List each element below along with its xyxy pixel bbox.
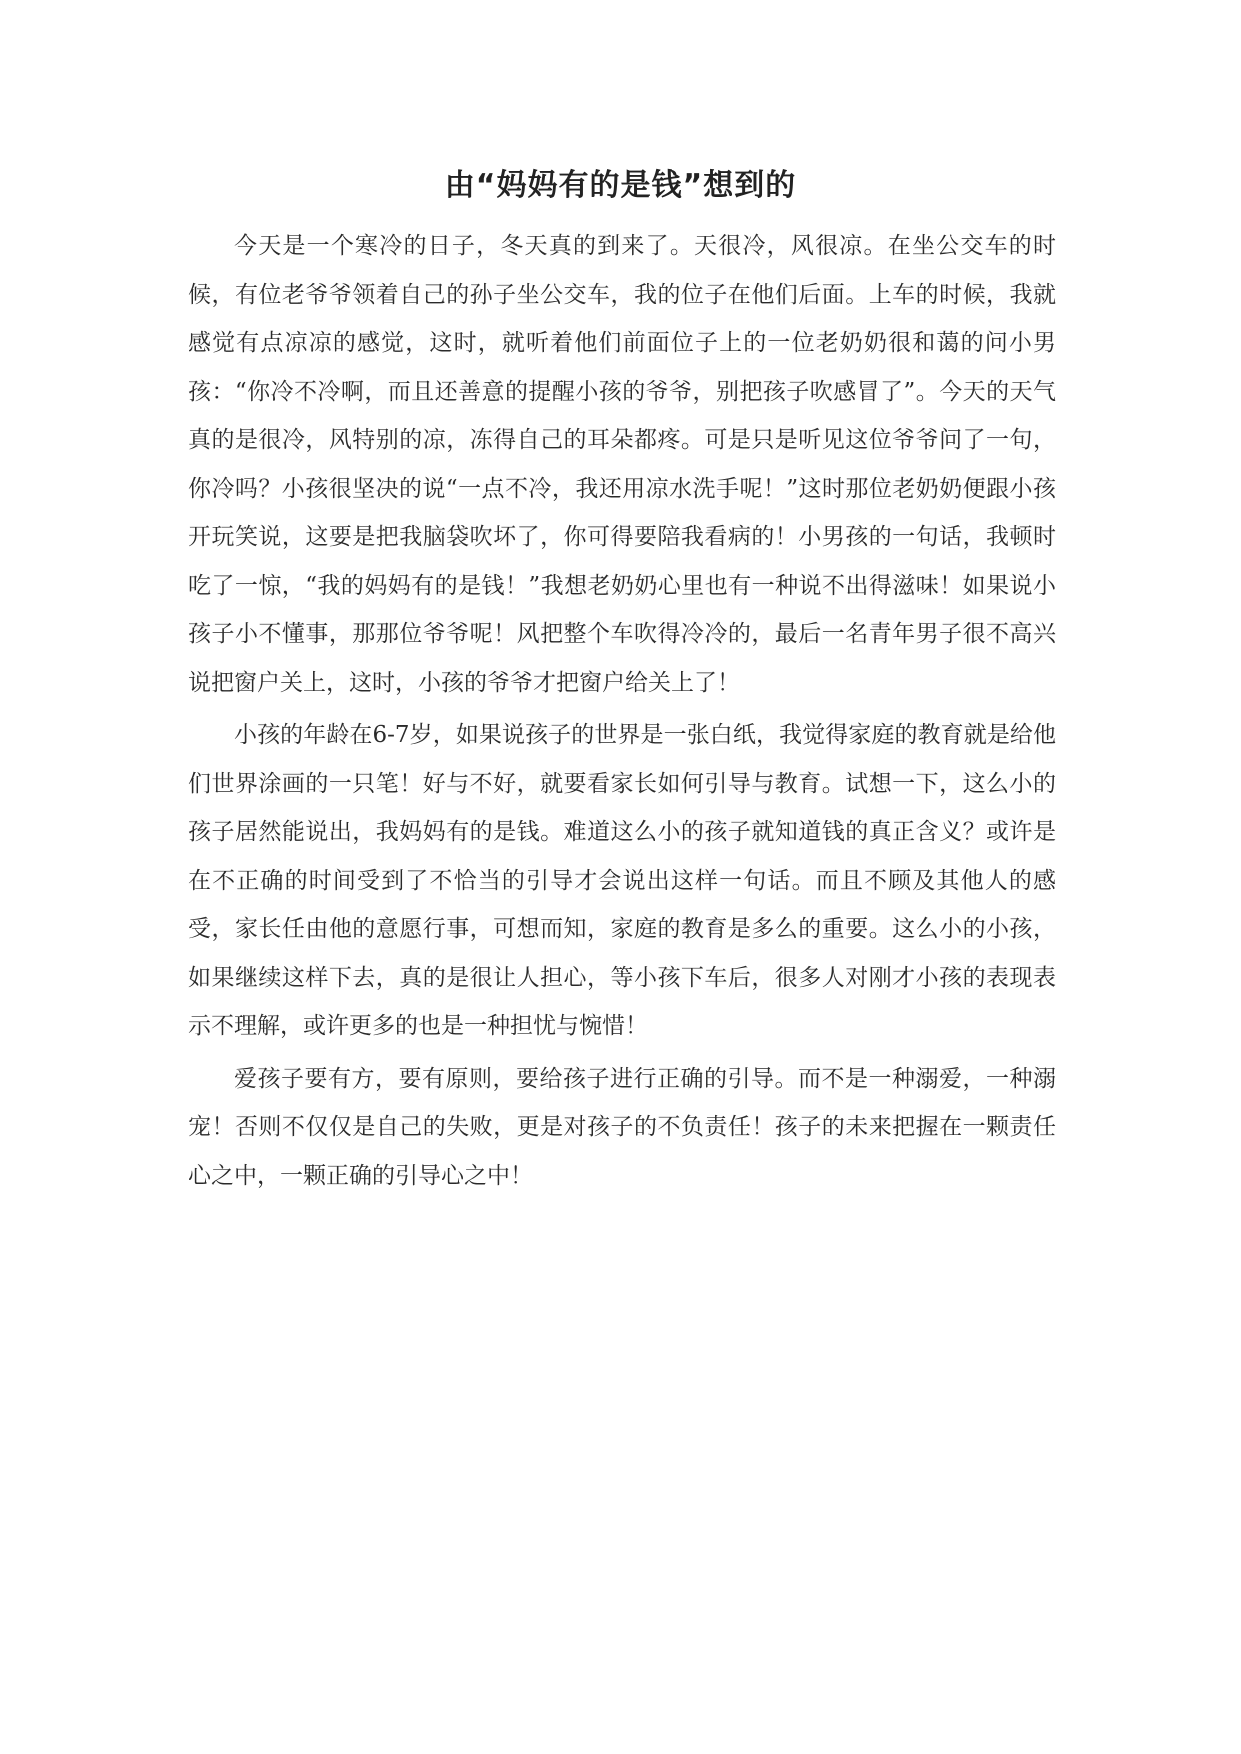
paragraph-bus-story: 今天是一个寒冷的日子，冬天真的到来了。天很冷，风很凉。在坐公交车的时候，有位老爷爷领着自己的孙子坐公交车，我的位子在他们后面。上车的时候，我就感觉有点凉凉的感觉，这时，就听着他们前面位子上的一位老奶奶很和蔼的问小男孩：“你冷不冷啊，而且还善意的提醒小孩的爷爷，别把孩子吹感冒了”。今天的天气真的是很冷，风特别的凉，冻得自己的耳朵都疼。可是只是听见这位爷爷问了一句，你冷吗？小孩很坚决的说“一点不冷，我还用凉水洗手呢！”这时那位老奶奶便跟小孩开玩笑说，这要是把我脑袋吹坏了，你可得要陪我看病的！小男孩的一句话，我顿时吃了一惊，“我的妈妈有的是钱！”我想老奶奶心里也有一种说不出得滋味！如果说小孩子小不懂事，那那位爷爷呢！风把整个车吹得冷冷的，最后一名青年男子很不高兴说把窗户关上，这时，小孩的爷爷才把窗户给关上了！ (188, 233, 1056, 696)
document-body (188, 222, 1056, 1204)
paragraph-conclusion: 爱孩子要有方，要有原则，要给孩子进行正确的引导。而不是一种溺爱，一种溺宠！否则不仅仅是自己的失败，更是对孩子的不负责任！孩子的未来把握在一颗责任心之中，一颗正确的引导心之中！ (188, 1065, 1056, 1189)
document-title: 由“妈妈有的是钱”想到的 (444, 168, 797, 203)
paragraph-family-education: 小孩的年龄在6-7岁，如果说孩子的世界是一张白纸，我觉得家庭的教育就是给他们世界涂画的一只笔！好与不好，就要看家长如何引导与教育。试想一下，这么小的孩子居然能说出，我妈妈有的是钱。难道这么小的孩子就知道钱的真正含义？或许是在不正确的时间受到了不恰当的引导才会说出这样一句话。而且不顾及其他人的感受，家长任由他的意愿行事，可想而知，家庭的教育是多么的重要。这么小的小孩，如果继续这样下去，真的是很让人担心，等小孩下车后，很多人对刚才小孩的表现表示不理解，或许更多的也是一种担忧与惋惜！ (188, 722, 1056, 1039)
